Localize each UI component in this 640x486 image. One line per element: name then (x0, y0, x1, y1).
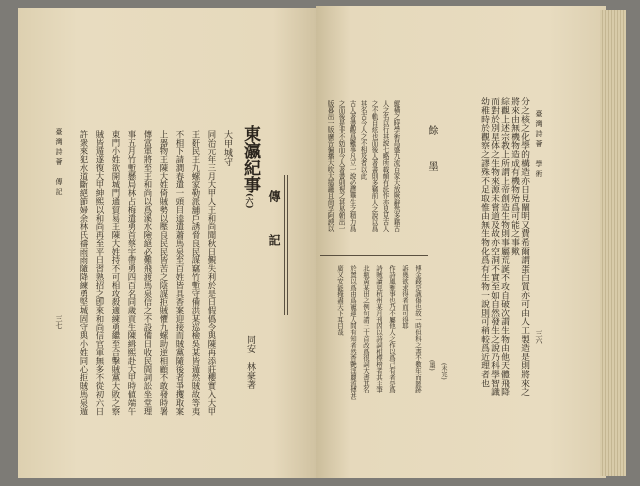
text-column: 縱橫之時學術昌盛九流百家大放厥辭然多藉古 (392, 100, 400, 232)
right-page (316, 6, 606, 478)
text-column: 上器物王陳大姓倚賊勢以壓良民民皆苦之陰謀拒賊懼九螺助逆相顧不敢發時署 (159, 130, 169, 416)
header-rule (284, 175, 285, 315)
text-column: 綜觀上述宗教上所謂上帝創造生物則事屬荒誕不攻自破次謂生物由他天體飛降 (499, 97, 509, 397)
misc-upper-text (322, 100, 399, 232)
text-column: 賊皆遁遂復大甲紳熙以和尚再至平日習熟招之卽來和尚信官軍無多不從初六日 (95, 130, 105, 416)
text-column: 博金錢是誠傷也故一時但科之書不數年而匿跡 (414, 265, 422, 393)
section-header: 傳 記 (267, 190, 281, 256)
body-text (478, 97, 528, 396)
text-column: 人之名以行其說七略所載頗有託作亦見見古人 (381, 100, 389, 232)
text-column: 傳富軍將至王和尚以爲溪水險絕必難飛渡馬泉信之不設備日收民間詞訟坐堂理 (143, 130, 153, 416)
text-column: 事五月竹塹懸局林占梅遣勇首蔡宇帶勇四百名同歲貢生陳緝熙赴大甲時値端午 (127, 130, 137, 416)
text-column: 作詩風雅事也乃不屬他人之作以爲己有者是爲 (388, 265, 396, 393)
page-number: 三六 (535, 330, 543, 344)
text-column: 訴幾欲求得者而可得耶 (401, 265, 409, 329)
misc-title: 餘 墨 (426, 125, 437, 179)
header-rule (287, 175, 288, 315)
page-edges (600, 10, 626, 476)
body-text (72, 130, 216, 415)
section-divider (320, 255, 428, 256)
author: 同安 林豪著 (245, 335, 255, 389)
text-column: 而對於別星体之生物來源未嘗道及故亦空洞不實至如自然發生之說乃科學智識 (489, 97, 499, 397)
article-title: 東瀛紀事(六) (240, 125, 260, 209)
text-column: 幼稚時於觀察之謬殊不足取惟由無生物化爲有生物一說則可稍較爲近理者也 (479, 97, 489, 388)
text-column: 王姧民王九螺家勒派舖戶誘脅良民謀竊竹塹守備洪某巡檢吳某皆遁然賊故等夷 (191, 130, 201, 416)
misc-end-mark: (墨) (428, 360, 435, 371)
text-column: 之不軌自炫也而後人著書則多竊前人之說以爲 (370, 100, 378, 232)
footer: 臺灣詩薈 傳記 (55, 128, 63, 198)
unfinished-mark: (未完) (440, 363, 447, 380)
text-column: 其名古今人之不相及者以此 (359, 100, 367, 180)
text-column: 同治元年三月大甲人王和尚聞秋日覲失利於是日假僞令與陳再添莊櫻實入大甲 (207, 130, 217, 416)
page-number: 三七 (55, 315, 63, 329)
text-column: 北瓶黃某田之例句謂三十首改爲很詞大書其名 (362, 265, 370, 393)
text-column: 不相下請澗春遣一頭目逵遣蕭馬泉至百姓皆具香案迎接而賊黨隨後者爭攫取案 (175, 130, 185, 416)
text-column: 之而後是非不妨而今人著書則視之甚易朝出一 (337, 100, 345, 232)
text-column: 廣又安能掩盡天下耳目哉 (336, 265, 344, 336)
text-column: 詩賊讀見杭州某月刊因以詩詞相標榜者其主筆 (375, 265, 383, 393)
text-column: 版暮出一版廣告徧播大吹大擂識且尙孚阿諛以 (326, 100, 334, 232)
text-column: 於置以爲由爲寵蓮人間有知者然香艷淫麗流傳甚 (349, 265, 357, 400)
section-header: 臺灣詩薈 學術 (535, 110, 543, 180)
misc-lower-text (330, 265, 421, 399)
text-column: 古人著書觀爲難事凡立一說必瀝畢生之精力爲 (348, 100, 356, 232)
text-column: 將來由無機物造成有機物殆爲可能之事歟 (509, 97, 519, 256)
subtitle: 大甲城守 (222, 130, 232, 166)
text-column: 東門小姓欲開城門通貿易王陳大姓持不可相攻殺適練勇繼至合擊賊黨大敗之察 (111, 130, 121, 416)
text-column: 許衆來犯水道斷絕節婦余林氏禱雨雨隨降練勇堅城固守與小姓同心拒賊馬泉遁 (79, 130, 89, 416)
text-column: 分之核之化學的構造亦日見闡明又費希爾謂蛋白質亦可由人工製造是則將來之 (519, 97, 529, 397)
